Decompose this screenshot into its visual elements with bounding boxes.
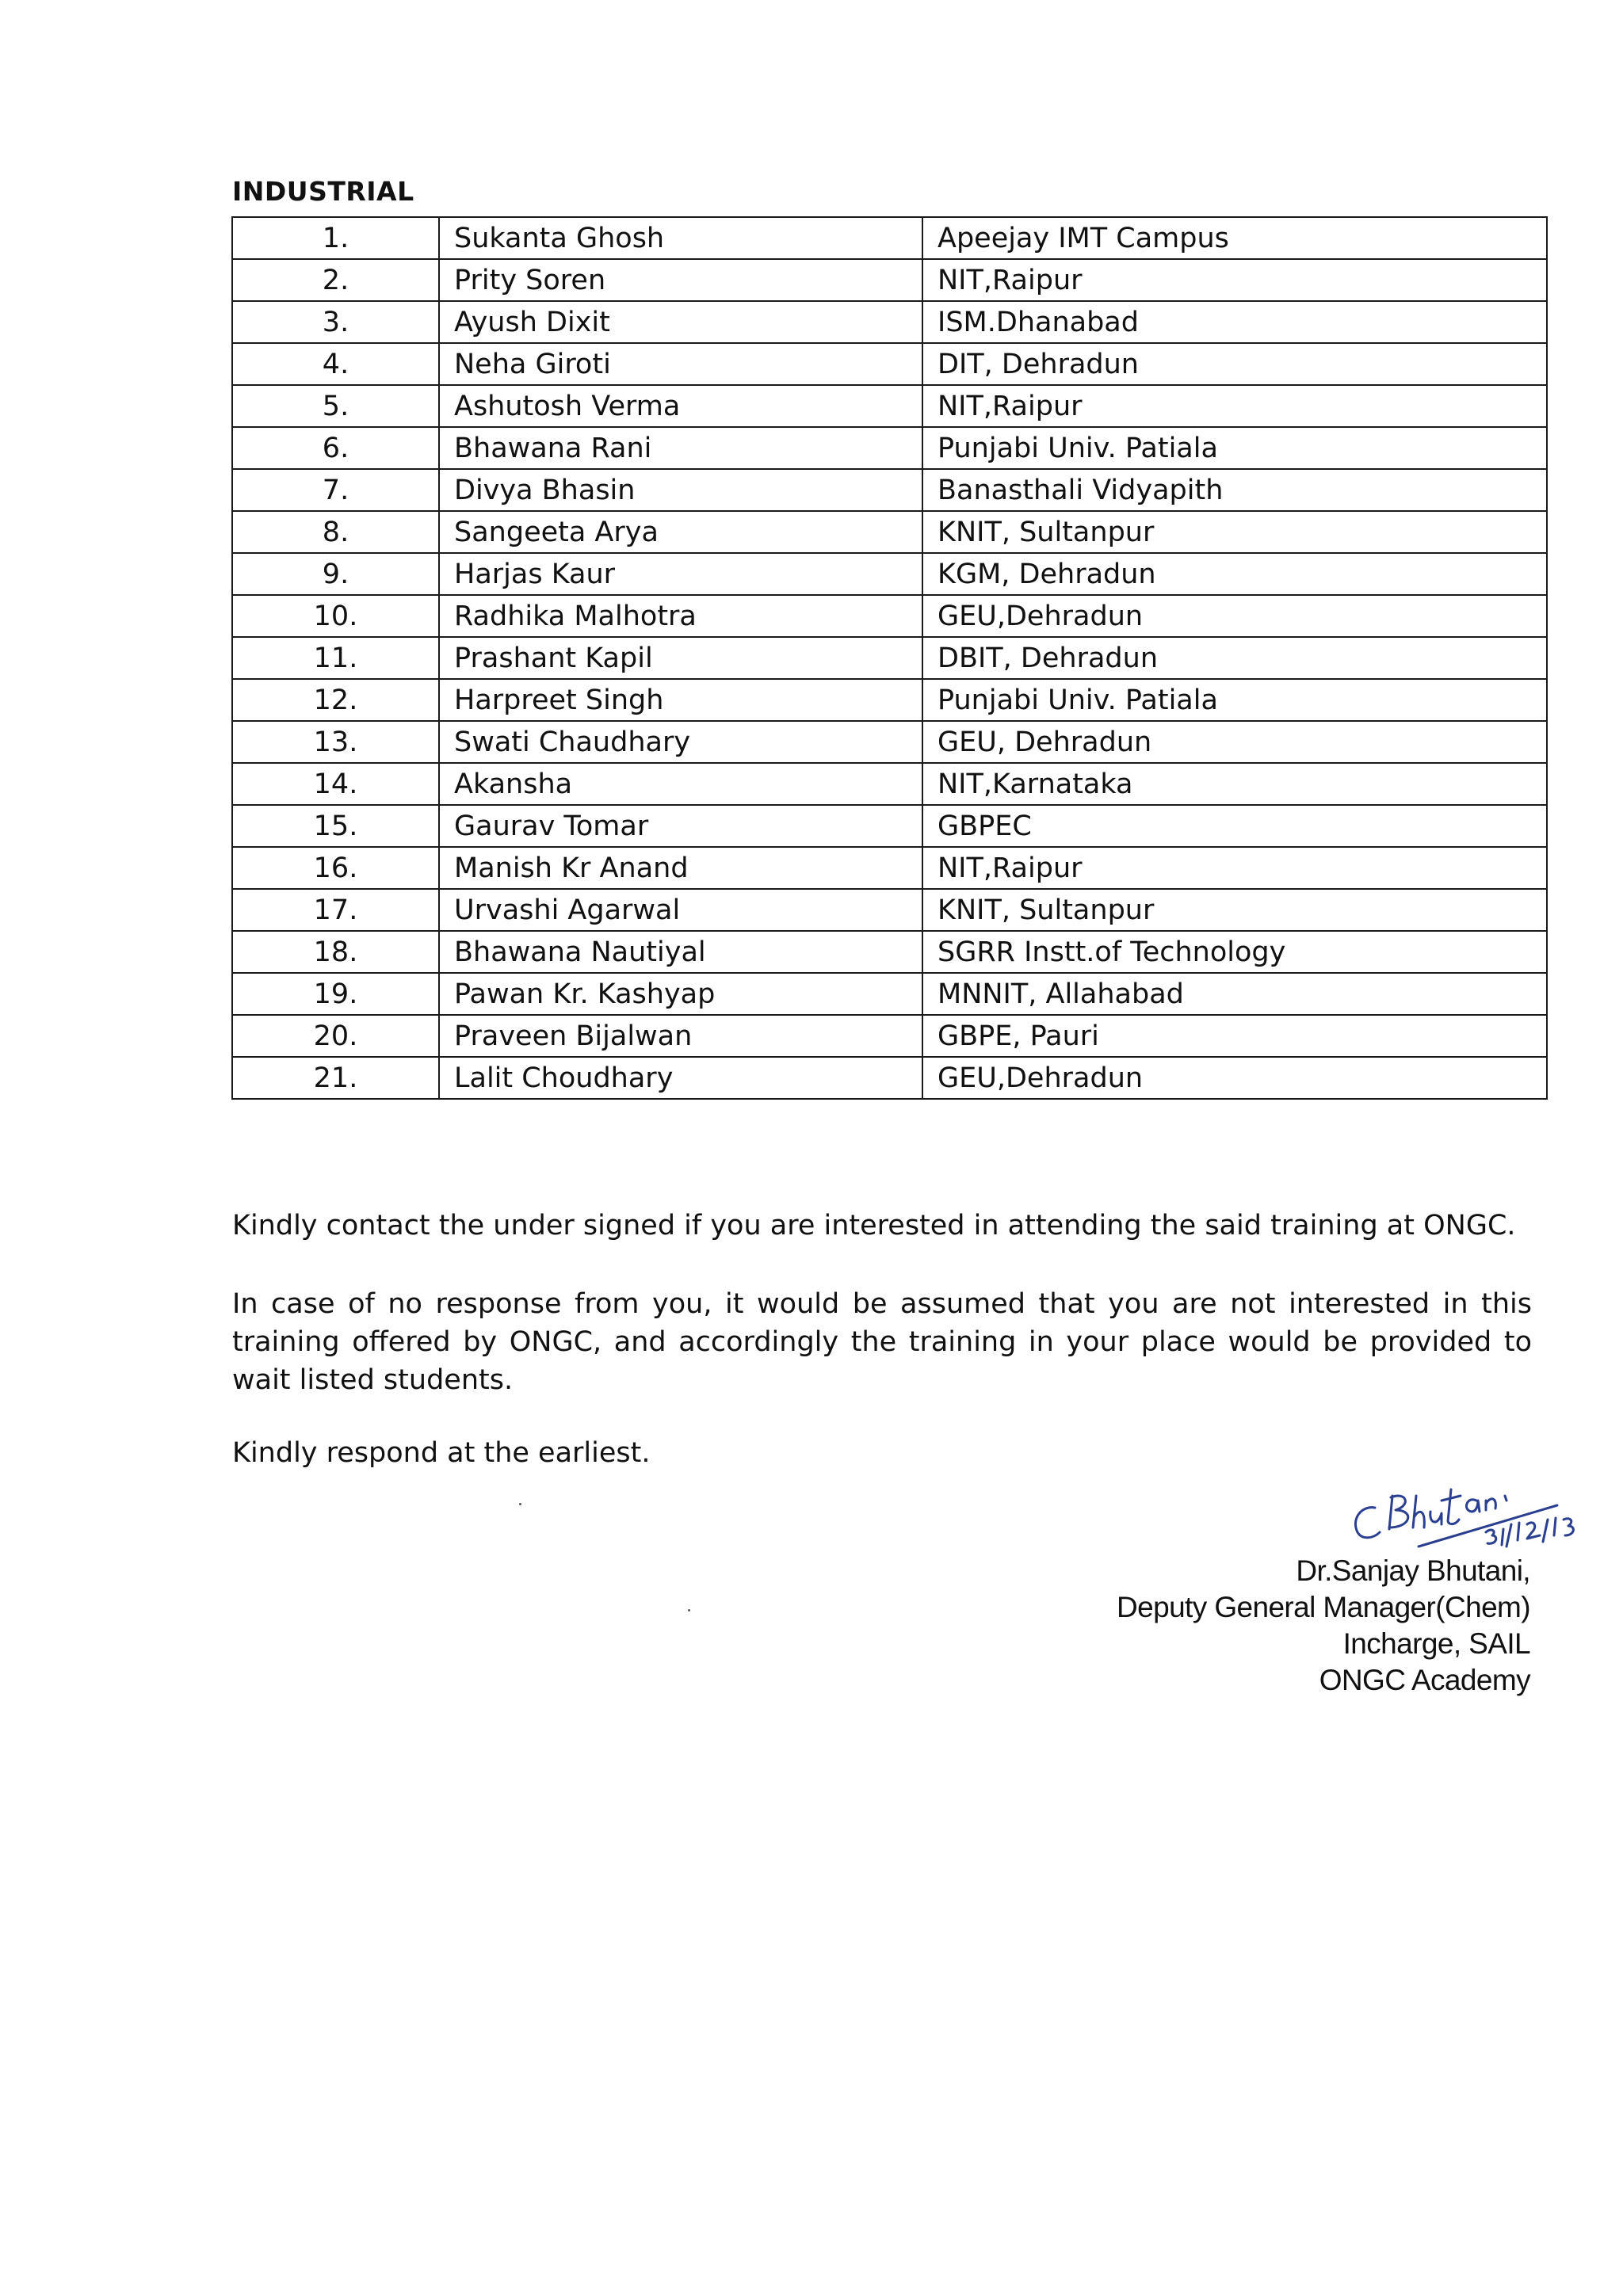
institute-cell: KGM, Dehradun (922, 553, 1547, 595)
trainee-name-cell: Sangeeta Arya (439, 511, 922, 553)
scan-speck (688, 1609, 690, 1611)
trainee-name-cell: Divya Bhasin (439, 469, 922, 511)
serial-number-cell: 10. (232, 595, 439, 637)
trainee-name-cell: Harjas Kaur (439, 553, 922, 595)
serial-number-cell: 9. (232, 553, 439, 595)
trainee-name-cell: Manish Kr Anand (439, 847, 922, 889)
table-row (232, 847, 1547, 889)
signatory-block (1117, 1553, 1530, 1699)
institute-cell: KNIT, Sultanpur (922, 889, 1547, 931)
table-row (232, 1015, 1547, 1057)
institute-cell: NIT,Raipur (922, 385, 1547, 427)
serial-number-cell: 2. (232, 259, 439, 301)
trainee-name-cell: Bhawana Nautiyal (439, 931, 922, 973)
institute-cell: GBPEC (922, 805, 1547, 847)
table-row (232, 343, 1547, 385)
no-response-paragraph: In case of no response from you, it would be assumed that you are not interested in this training offered by ONGC, and accordingly the training in your place would be provided to wait listed students. (232, 1288, 1532, 1396)
table-row (232, 469, 1547, 511)
institute-cell: GEU,Dehradun (922, 595, 1547, 637)
table-row (232, 511, 1547, 553)
institute-cell: Punjabi Univ. Patiala (922, 679, 1547, 721)
table-row (232, 763, 1547, 805)
institute-cell: ISM.Dhanabad (922, 301, 1547, 343)
institute-cell: KNIT, Sultanpur (922, 511, 1547, 553)
institute-cell: MNNIT, Allahabad (922, 973, 1547, 1015)
trainee-name-cell: Sukanta Ghosh (439, 217, 922, 259)
trainee-name-cell: Akansha (439, 763, 922, 805)
closing-paragraph: Kindly respond at the earliest. (232, 1437, 651, 1469)
trainee-name-cell: Praveen Bijalwan (439, 1015, 922, 1057)
institute-cell: DBIT, Dehradun (922, 637, 1547, 679)
institute-cell: Apeejay IMT Campus (922, 217, 1547, 259)
serial-number-cell: 12. (232, 679, 439, 721)
trainee-table (231, 216, 1548, 1100)
signatory-organization: ONGC Academy (1319, 1664, 1530, 1696)
serial-number-cell: 17. (232, 889, 439, 931)
signatory-designation: Deputy General Manager(Chem) (1117, 1591, 1530, 1623)
serial-number-cell: 6. (232, 427, 439, 469)
serial-number-cell: 1. (232, 217, 439, 259)
institute-cell: SGRR Instt.of Technology (922, 931, 1547, 973)
institute-cell: NIT,Karnataka (922, 763, 1547, 805)
table-row (232, 931, 1547, 973)
section-heading: INDUSTRIAL (232, 176, 414, 207)
signatory-name: Dr.Sanjay Bhutani, (1296, 1554, 1530, 1587)
trainee-name-cell: Lalit Choudhary (439, 1057, 922, 1099)
institute-cell: DIT, Dehradun (922, 343, 1547, 385)
institute-cell: Punjabi Univ. Patiala (922, 427, 1547, 469)
trainee-name-cell: Radhika Malhotra (439, 595, 922, 637)
trainee-name-cell: Harpreet Singh (439, 679, 922, 721)
serial-number-cell: 16. (232, 847, 439, 889)
table-row (232, 1057, 1547, 1099)
table-row (232, 301, 1547, 343)
institute-cell: GBPE, Pauri (922, 1015, 1547, 1057)
serial-number-cell: 5. (232, 385, 439, 427)
serial-number-cell: 11. (232, 637, 439, 679)
serial-number-cell: 7. (232, 469, 439, 511)
serial-number-cell: 20. (232, 1015, 439, 1057)
trainee-name-cell: Swati Chaudhary (439, 721, 922, 763)
signatory-role: Incharge, SAIL (1342, 1627, 1530, 1660)
table-row (232, 973, 1547, 1015)
institute-cell: GEU,Dehradun (922, 1057, 1547, 1099)
table-row (232, 259, 1547, 301)
trainee-name-cell: Prashant Kapil (439, 637, 922, 679)
trainee-name-cell: Ashutosh Verma (439, 385, 922, 427)
serial-number-cell: 8. (232, 511, 439, 553)
trainee-name-cell: Urvashi Agarwal (439, 889, 922, 931)
table-row (232, 721, 1547, 763)
trainee-name-cell: Gaurav Tomar (439, 805, 922, 847)
table-row (232, 679, 1547, 721)
trainee-name-cell: Ayush Dixit (439, 301, 922, 343)
handwritten-signature (1343, 1472, 1605, 1551)
scan-speck (519, 1503, 521, 1505)
serial-number-cell: 14. (232, 763, 439, 805)
table-row (232, 595, 1547, 637)
serial-number-cell: 21. (232, 1057, 439, 1099)
table-row (232, 553, 1547, 595)
institute-cell: Banasthali Vidyapith (922, 469, 1547, 511)
institute-cell: GEU, Dehradun (922, 721, 1547, 763)
table-row (232, 637, 1547, 679)
table-row (232, 427, 1547, 469)
serial-number-cell: 15. (232, 805, 439, 847)
serial-number-cell: 4. (232, 343, 439, 385)
serial-number-cell: 19. (232, 973, 439, 1015)
table-row (232, 805, 1547, 847)
table-row (232, 217, 1547, 259)
institute-cell: NIT,Raipur (922, 847, 1547, 889)
table-row (232, 889, 1547, 931)
trainee-name-cell: Bhawana Rani (439, 427, 922, 469)
serial-number-cell: 3. (232, 301, 439, 343)
table-row (232, 385, 1547, 427)
contact-paragraph: Kindly contact the under signed if you are interested in attending the said training at ONGC. (232, 1210, 1516, 1241)
institute-cell: NIT,Raipur (922, 259, 1547, 301)
trainee-name-cell: Pawan Kr. Kashyap (439, 973, 922, 1015)
serial-number-cell: 13. (232, 721, 439, 763)
trainee-name-cell: Prity Soren (439, 259, 922, 301)
trainee-name-cell: Neha Giroti (439, 343, 922, 385)
serial-number-cell: 18. (232, 931, 439, 973)
